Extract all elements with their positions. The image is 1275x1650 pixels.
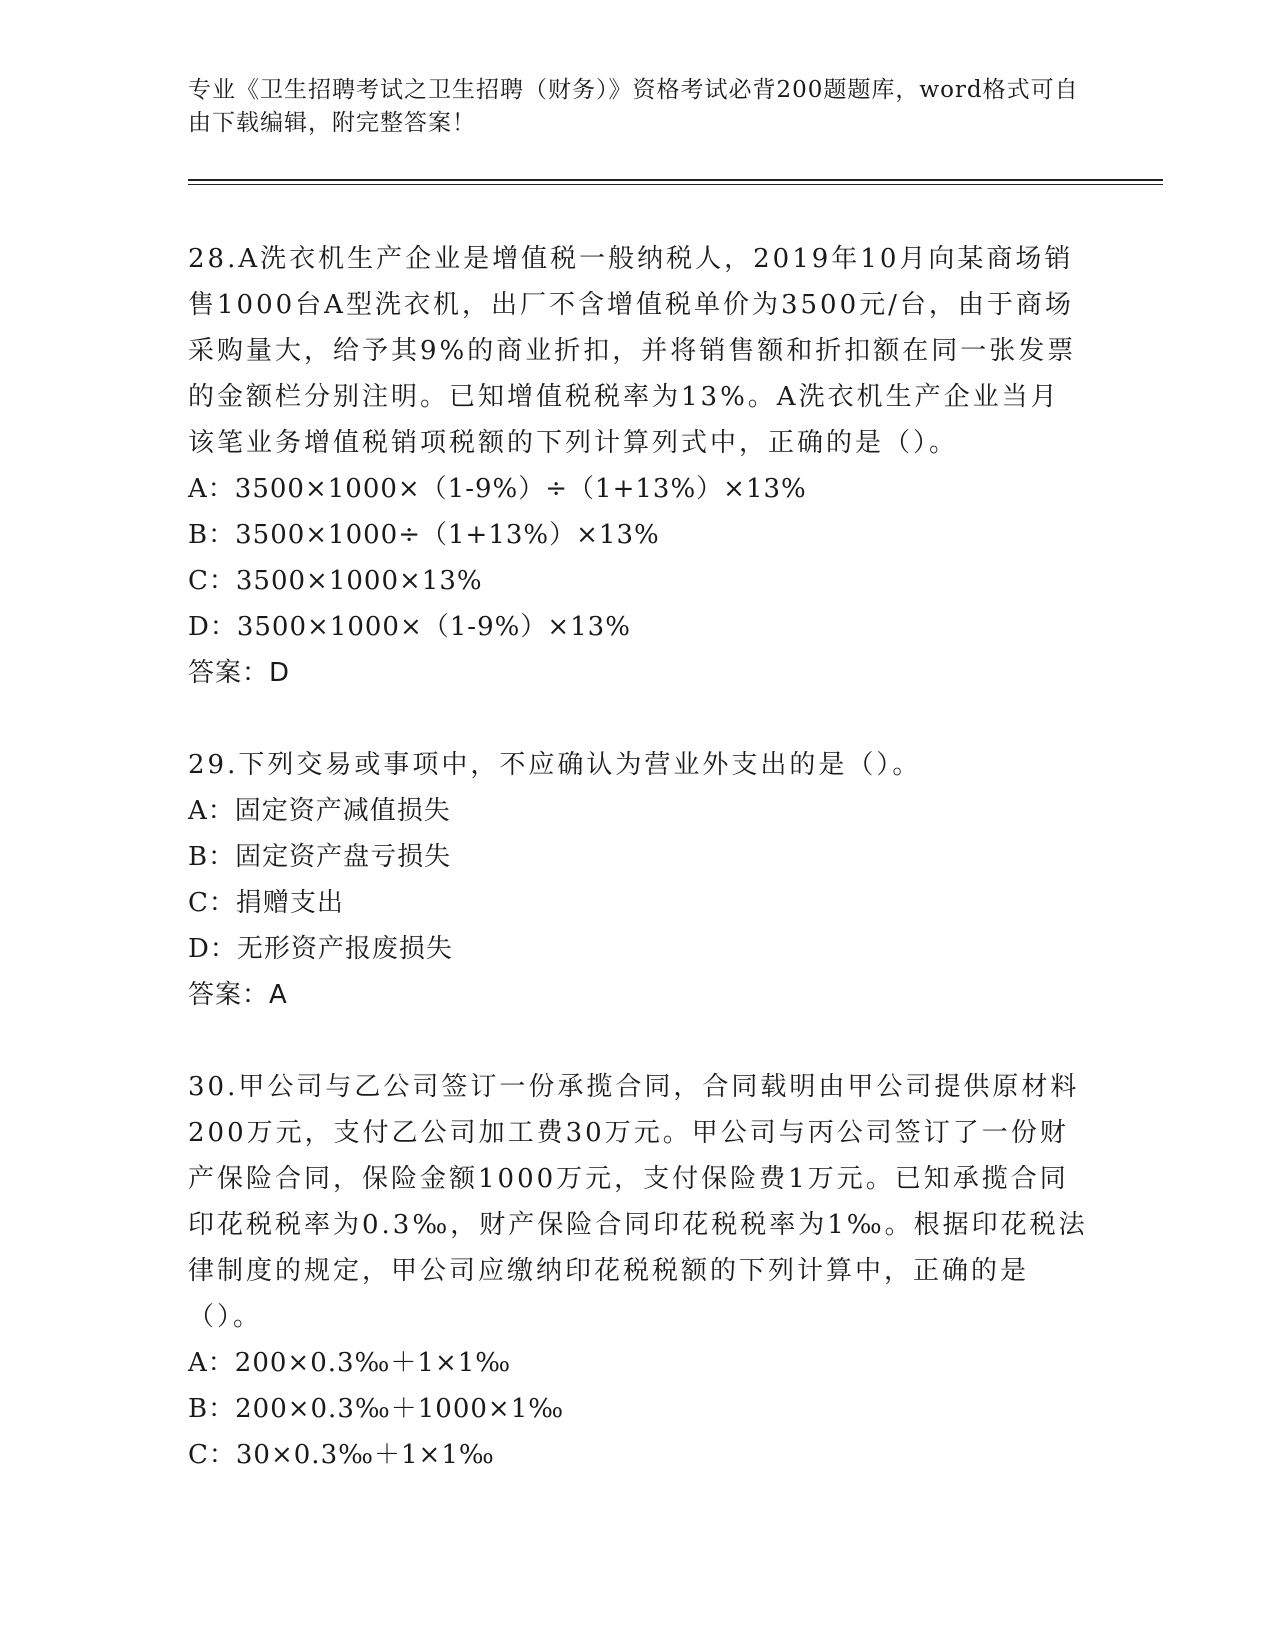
option-d: D：3500×1000×（1-9%）×13%	[188, 612, 631, 642]
header-divider-thick	[188, 179, 1163, 181]
option-b: B：固定资产盘亏损失	[188, 842, 452, 872]
header-divider-thin	[188, 184, 1163, 185]
question-30	[188, 1064, 1088, 1478]
question-stem: 30.甲公司与乙公司签订一份承揽合同，合同载明由甲公司提供原材料200万元，支付乙公司加工费30万元。甲公司与丙公司签订了一份财产保险合同，保险金额1000万元，支付保险费1万元。已知承揽合同印花税税率为0.3‰，财产保险合同印花税税率为1‰。根据印花税法律制度的规定，甲公司应缴纳印花税税额的下列计算中，正确的是（）。	[188, 1072, 1088, 1332]
option-b: B：3500×1000÷（1+13%）×13%	[188, 520, 660, 550]
question-29	[188, 742, 1088, 1018]
option-c: C：捐赠支出	[188, 888, 344, 918]
question-spacer	[188, 696, 1088, 742]
document-header	[188, 74, 1088, 140]
option-d: D：无形资产报废损失	[188, 934, 453, 964]
answer: 答案：D	[188, 658, 291, 688]
option-a: A：3500×1000×（1-9%）÷（1+13%）×13%	[188, 474, 807, 504]
answer: 答案：A	[188, 980, 288, 1010]
option-a: A：200×0.3‰＋1×1‰	[188, 1348, 512, 1378]
option-c: C：30×0.3‰＋1×1‰	[188, 1440, 495, 1470]
question-28	[188, 236, 1088, 696]
option-b: B：200×0.3‰＋1000×1‰	[188, 1394, 565, 1424]
option-a: A：固定资产减值损失	[188, 796, 451, 826]
header-title: 专业《卫生招聘考试之卫生招聘（财务）》资格考试必背200题题库，word格式可自由下载编辑，附完整答案！	[188, 77, 1079, 136]
question-spacer	[188, 1018, 1088, 1064]
question-list	[188, 236, 1088, 1478]
question-stem: 28.A洗衣机生产企业是增值税一般纳税人，2019年10月向某商场销售1000台A型洗衣机，出厂不含增值税单价为3500元/台，由于商场采购量大，给予其9%的商业折扣，并将销售额和折扣额在同一张发票的金额栏分别注明。已知增值税税率为13%。A洗衣机生产企业当月该笔业务增值税销项税额的下列计算列式中，正确的是（）。	[188, 244, 1077, 458]
option-c: C：3500×1000×13%	[188, 566, 483, 596]
question-stem: 29.下列交易或事项中，不应确认为营业外支出的是（）。	[188, 750, 922, 780]
